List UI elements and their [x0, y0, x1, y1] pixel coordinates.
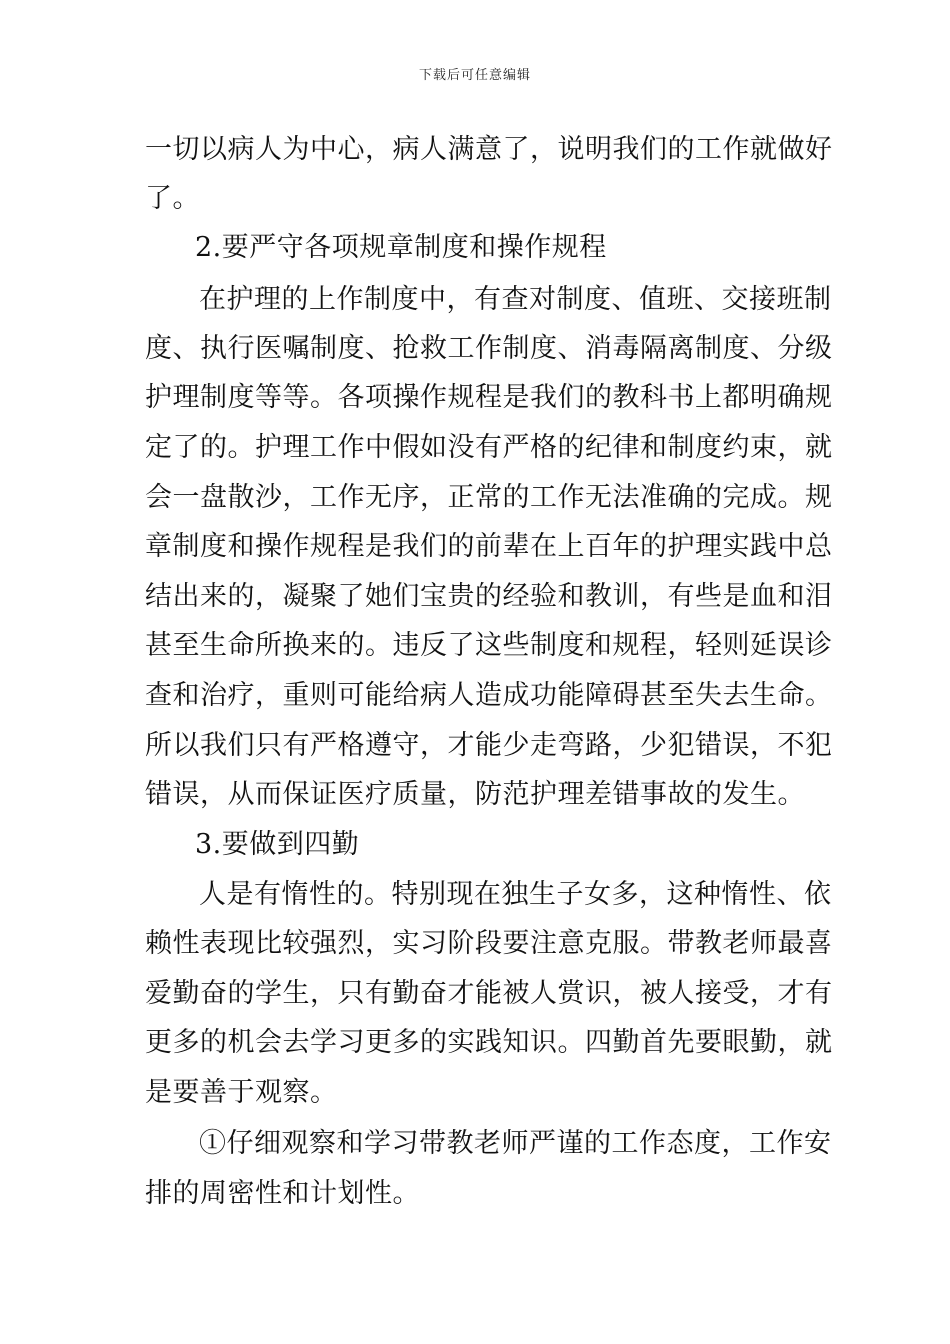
text-line: 结出来的，凝聚了她们宝贵的经验和教训，有些是血和泪: [145, 581, 833, 612]
text-line: 护理制度等等。各项操作规程是我们的教科书上都明确规: [145, 382, 833, 413]
text-line: 错误，从而保证医疗质量，防范护理差错事故的发生。: [145, 779, 805, 810]
text-line: 甚至生命所换来的。违反了这些制度和规程，轻则延误诊: [145, 630, 833, 661]
text-line: 更多的机会去学习更多的实践知识。四勤首先要眼勤，就: [145, 1027, 833, 1058]
text-line: 定了的。护理工作中假如没有严格的纪律和制度约束，就: [145, 432, 833, 463]
text-line: 是要善于观察。: [145, 1077, 338, 1108]
text-line: 在护理的上作制度中，有查对制度、值班、交接班制: [199, 284, 832, 315]
text-line: 章制度和操作规程是我们的前辈在上百年的护理实践中总: [145, 531, 833, 562]
text-line: 赖性表现比较强烈，实习阶段要注意克服。带教老师最喜: [145, 928, 833, 959]
page-header: 下载后可任意编辑: [418, 68, 531, 83]
section-heading: 3.要做到四勤: [195, 829, 360, 860]
section-heading: 2.要严守各项规章制度和操作规程: [195, 232, 607, 263]
text-line: 排的周密性和计划性。: [145, 1178, 420, 1209]
list-item-text: ①仔细观察和学习带教老师严谨的工作态度，工作安: [199, 1128, 832, 1159]
text-line: 爱勤奋的学生，只有勤奋才能被人赏识，被人接受，才有: [145, 978, 833, 1009]
text-line: 所以我们只有严格遵守，才能少走弯路，少犯错误，不犯: [145, 730, 833, 761]
text-line: 人是有惰性的。特别现在独生子女多，这种惰性、依: [199, 879, 832, 910]
text-line: 一切以病人为中心，病人满意了，说明我们的工作就做好: [145, 134, 833, 165]
text-line: 了。: [145, 183, 200, 214]
text-line: 度、执行医嘱制度、抢救工作制度、消毒隔离制度、分级: [145, 333, 833, 364]
text-line: 查和治疗，重则可能给病人造成功能障碍甚至失去生命。: [145, 680, 833, 711]
text-line: 会一盘散沙，工作无序，正常的工作无法准确的完成。规: [145, 482, 833, 513]
